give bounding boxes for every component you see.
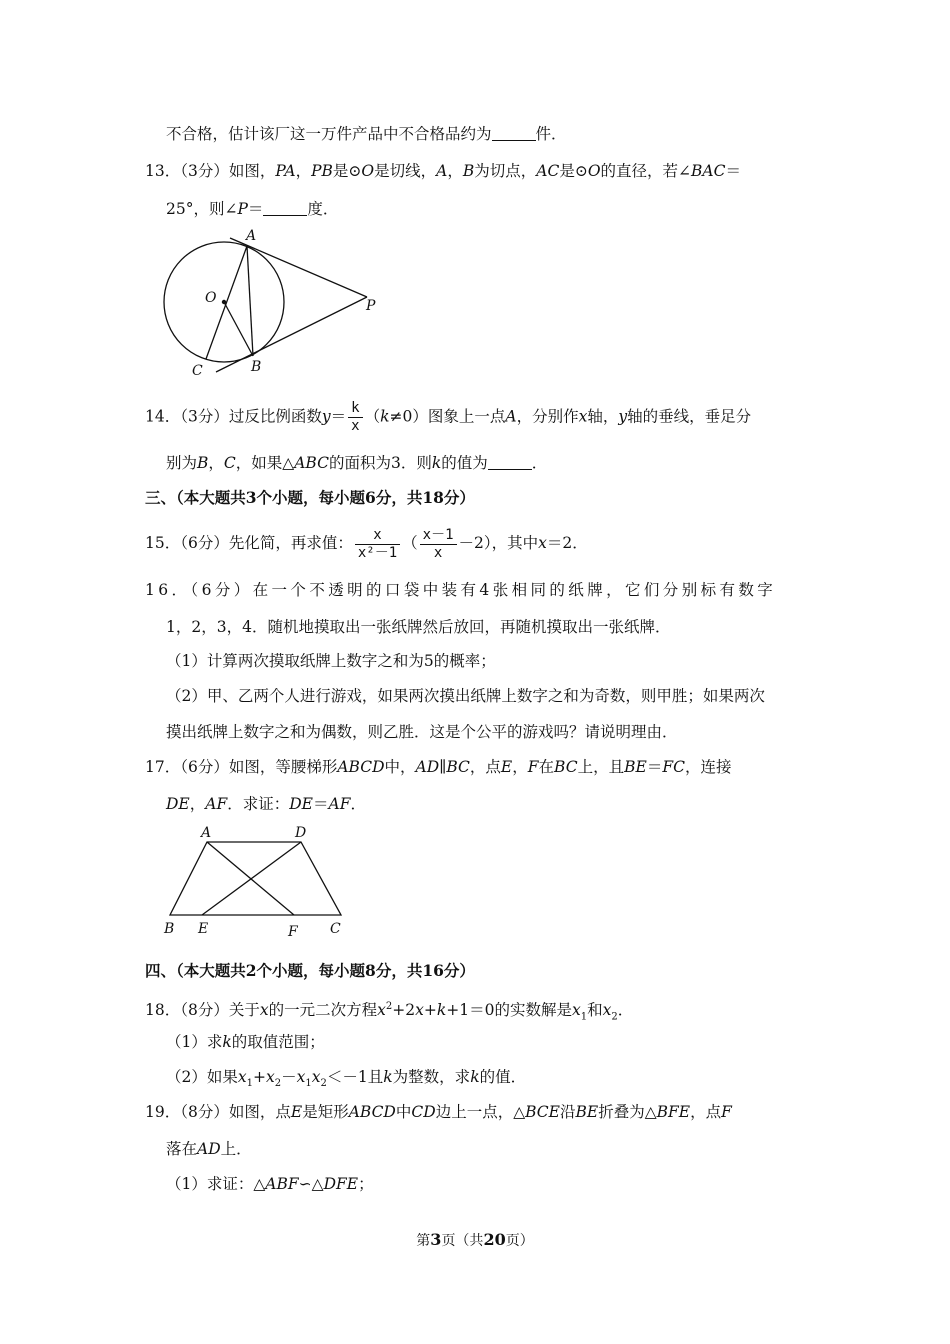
fraction-x-minus-1-over-x: $\frac{x-1}{x}$: [420, 527, 457, 562]
question-18-part-1: （1）求k的取值范围；: [166, 1033, 325, 1051]
label-b: B: [251, 359, 262, 375]
label-o: O: [205, 290, 217, 306]
question-16-line-1: 16．（6分）在一个不透明的口袋中装有4张相同的纸牌，它们分别标有数字: [145, 581, 777, 599]
label-e: E: [198, 921, 209, 937]
question-14-line-1: 14．（3分）过反比例函数y＝ $\frac{k}{x}$ （k≠0）图象上一点A，分别作x轴，y轴的垂线，垂足分: [145, 400, 752, 434]
section-4-heading: 四、（本大题共2个小题，每小题8分，共16分）: [145, 961, 475, 980]
question-16-line-2: 1，2，3，4．随机地摸取出一张纸牌然后放回，再随机摸取出一张纸牌．: [166, 618, 671, 636]
segment-ob: [224, 302, 253, 356]
question-19-part-1: （1）求证：△ABF∽△DFE；: [166, 1175, 374, 1193]
page-total: 20: [483, 1230, 506, 1249]
question-15: 15．（6分）先化简，再求值： $\frac{x}{\text{x²－1}}$ （ $\frac{x-1}{x}$ －2），其中x＝2．: [145, 526, 588, 561]
answer-blank: [488, 454, 532, 470]
label-p: P: [366, 298, 376, 314]
question-17-line-1: 17．（6分）如图，等腰梯形ABCD中，AD∥BC，点E，F在BC上，且BE＝FC，连接: [145, 758, 732, 776]
question-13-line-1: 13．（3分）如图，PA，PB是⊙O是切线，A，B为切点，AC是⊙O的直径，若∠BAC＝: [145, 162, 742, 180]
tangent-pb: [216, 297, 367, 372]
question-18-part-2: （2）如果$x_1+x_2-x_1x_2<-1$且k为整数，求k的值．: [166, 1068, 527, 1090]
answer-blank: [492, 125, 536, 141]
question-18-line-1: 18．（8分）关于x的一元二次方程$x^2+2x+k+1=0$的实数解是$x_1$和$x_2$．: [145, 1001, 634, 1023]
chord-ab: [247, 246, 253, 356]
label-c: C: [330, 921, 341, 937]
question-19-line-2: 落在AD上．: [166, 1140, 252, 1158]
question-12-tail: 不合格，估计该厂这一万件产品中不合格品约为 件．: [166, 125, 567, 143]
figure-17-trapezoid: [160, 820, 360, 942]
question-16-part-2-line-2: 摸出纸牌上数字之和为偶数，则乙胜．这是个公平的游戏吗？请说明理由．: [166, 723, 678, 741]
section-3-heading: 三、（本大题共3个小题，每小题6分，共18分）: [145, 488, 475, 507]
tangent-pa: [230, 238, 367, 297]
label-c: C: [192, 363, 203, 379]
question-13-line-2: 25°，则∠P＝ 度．: [166, 200, 339, 218]
segment-af: [207, 842, 294, 915]
fraction-x-over-x2-minus-1: $\frac{x}{\text{x²－1}}$: [355, 527, 400, 562]
label-b: B: [164, 921, 175, 937]
question-16-part-2-line-1: （2）甲、乙两个人进行游戏，如果两次摸出纸牌上数字之和为奇数，则甲胜；如果两次: [166, 687, 765, 705]
label-a: A: [201, 825, 212, 841]
question-17-line-2: DE，AF．求证：DE＝AF．: [166, 795, 366, 813]
label-a: A: [246, 228, 257, 244]
question-19-line-1: 19．（8分）如图，点E是矩形ABCD中CD边上一点，△BCE沿BE折叠为△BFE，点F: [145, 1103, 732, 1121]
label-f: F: [288, 924, 298, 940]
answer-blank: [263, 200, 307, 216]
fraction-k-over-x: $\frac{k}{x}$: [348, 400, 362, 435]
center-point: [222, 300, 226, 304]
question-14-line-2: 别为B，C，如果△ABC的面积为3．则k的值为 ．: [166, 454, 548, 472]
page-footer: 第3页（共20页）: [416, 1230, 534, 1249]
page-number: 3: [430, 1230, 442, 1249]
question-16-part-1: （1）计算两次摸取纸牌上数字之和为5的概率；: [166, 652, 496, 670]
label-d: D: [295, 825, 307, 841]
trapezoid-abcd: [170, 842, 341, 915]
figure-13-circle-tangents: [160, 225, 390, 380]
